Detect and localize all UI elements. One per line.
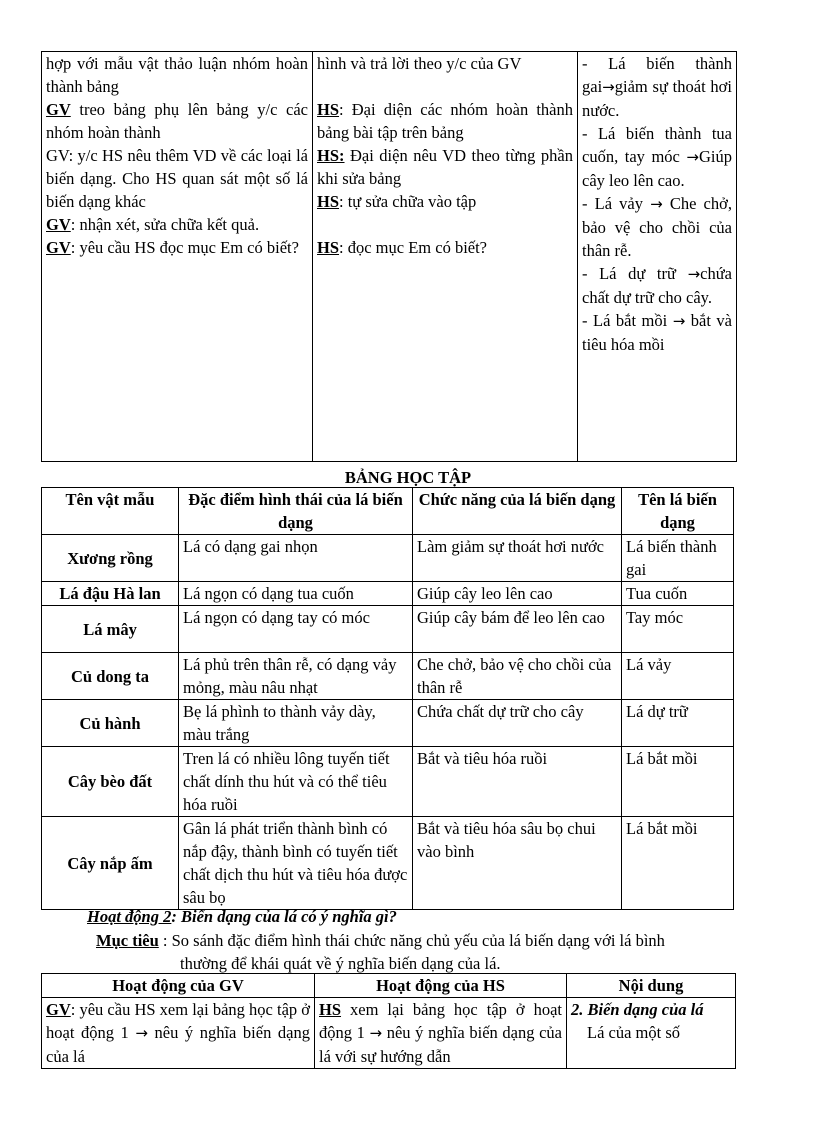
column-header: Đặc điểm hình thái của lá biến dạng (179, 488, 413, 535)
column-header: Hoạt động của GV (42, 974, 315, 998)
table-cell: Gân lá phát triển thành bình có nắp đậy, thành bình có tuyến tiết chất dịch thu hút và tiêu hóa được sâu bọ (179, 817, 413, 910)
arrow-right-icon: → (687, 265, 701, 283)
gv-line: GV: nhận xét, sửa chữa kết quả. (46, 215, 260, 234)
table-cell: Lá bắt mồi (622, 747, 734, 817)
content-cell (567, 998, 736, 1069)
table-row (42, 653, 734, 700)
content-line: - Lá bắt mồi → bắt và tiêu hóa mồi (582, 311, 732, 354)
gv-line: hợp với mẫu vật thảo luận nhóm hoàn thành bảng (46, 54, 308, 96)
table-cell: Chứa chất dự trữ cho cây (413, 700, 622, 747)
specimen-name: Củ hành (42, 700, 179, 747)
table-cell: Lá ngọn có dạng tay có móc (179, 606, 413, 653)
hs-line: hình và trả lời theo y/c của GV (317, 54, 522, 73)
table-header-row (42, 488, 734, 535)
column-header: Nội dung (567, 974, 736, 998)
arrow-right-icon: → (686, 148, 699, 166)
content-line: - Lá biến thành tua cuốn, tay móc →Giúp cây leo lên cao. (582, 124, 732, 190)
hs-line: HS: Đại diện nêu VD theo từng phần khi sửa bảng (317, 146, 573, 188)
gv-line: GV: y/c HS nêu thêm VD về các loại lá biến dạng. Cho HS quan sát một số lá biến dạng khác (46, 146, 308, 211)
column-header: Tên vật mẫu (42, 488, 179, 535)
hs-line: HS: tự sửa chữa vào tập (317, 192, 477, 211)
activity-2-label: Hoạt động 2 (87, 907, 172, 926)
table-row (42, 535, 734, 582)
specimen-name: Lá mây (42, 606, 179, 653)
table-cell: Làm giảm sự thoát hơi nước (413, 535, 622, 582)
table-row (42, 582, 734, 606)
study-table-title: BẢNG HỌC TẬP (344, 468, 472, 487)
table-cell: Che chở, bảo vệ cho chồi của thân rễ (413, 653, 622, 700)
specimen-name: Cây bèo đất (42, 747, 179, 817)
arrow-right-icon: → (135, 1024, 148, 1042)
content-line: - Lá biến thành gai→giảm sự thoát hơi nước. (582, 54, 732, 120)
table-cell: Lá phủ trên thân rễ, có dạng vảy mỏng, màu nâu nhạt (179, 653, 413, 700)
table-cell: Lá có dạng gai nhọn (179, 535, 413, 582)
table-cell: Lá vảy (622, 653, 734, 700)
table-cell: Tua cuốn (622, 582, 734, 606)
table-cell: Giúp cây bám để leo lên cao (413, 606, 622, 653)
hs-activity-cell (313, 52, 578, 462)
table-cell: Tay móc (622, 606, 734, 653)
table-row (42, 700, 734, 747)
table-row (42, 998, 736, 1069)
activity-table-bottom (41, 973, 736, 1069)
gv-line: GV treo bảng phụ lên bảng y/c các nhóm hoàn thành (46, 100, 308, 142)
table-cell: Lá ngọn có dạng tua cuốn (179, 582, 413, 606)
activity-2-heading (87, 905, 397, 928)
column-header: Tên lá biến dạng (622, 488, 734, 535)
table-cell: Bắt và tiêu hóa ruồi (413, 747, 622, 817)
table-header-row (42, 974, 736, 998)
arrow-right-icon: → (650, 195, 663, 213)
table-cell: Giúp cây leo lên cao (413, 582, 622, 606)
hs-line: HS: Đại diện các nhóm hoàn thành bảng bài tập trên bảng (317, 100, 573, 142)
table-cell: Tren lá có nhiều lông tuyến tiết chất dính thu hút và có thể tiêu hóa ruồi (179, 747, 413, 817)
table-cell: Bắt và tiêu hóa sâu bọ chui vào bình (413, 817, 622, 910)
table-cell: Bẹ lá phình to thành vảy dày, màu trắng (179, 700, 413, 747)
content-text: Lá của một số (587, 1023, 681, 1042)
table-cell: Lá dự trữ (622, 700, 734, 747)
specimen-name: Xương rồng (42, 535, 179, 582)
activity-2-title: : Biến dạng của lá có ý nghĩa gì? (171, 907, 397, 926)
goal-label: Mục tiêu (96, 931, 159, 950)
column-header: Chức năng của lá biến dạng (413, 488, 622, 535)
specimen-name: Củ dong ta (42, 653, 179, 700)
table-cell: Lá biến thành gai (622, 535, 734, 582)
goal-text: : So sánh đặc điểm hình thái chức năng chủ yếu của lá biến dạng với lá bình (158, 931, 665, 950)
specimen-name: Cây nắp ấm (42, 817, 179, 910)
content-title: 2. Biến dạng của lá (571, 1000, 704, 1019)
table-row (42, 606, 734, 653)
arrow-right-icon: → (369, 1024, 383, 1042)
table-row (42, 817, 734, 910)
arrow-right-icon: → (602, 78, 615, 96)
study-table (41, 487, 734, 910)
table-cell: Lá bắt mồi (622, 817, 734, 910)
table-row (42, 747, 734, 817)
goal-paragraph (96, 929, 746, 975)
hs-line: HS: đọc mục Em có biết? (317, 238, 488, 257)
content-line: - Lá vảy → Che chở, bảo vệ cho chồi của thân rễ. (582, 194, 732, 260)
arrow-right-icon: → (672, 312, 686, 330)
gv-activity-cell: GV: yêu cầu HS xem lại bảng học tập ở hoạt động 1 → nêu ý nghĩa biến dạng của lá (42, 998, 315, 1069)
goal-text-cont: thường để khái quát về ý nghĩa biến dạng của lá. (180, 954, 501, 973)
content-cell (578, 52, 737, 462)
column-header: Hoạt động của HS (315, 974, 567, 998)
gv-activity-cell (42, 52, 313, 462)
hs-activity-cell: HS xem lại bảng học tập ở hoạt động 1 → nêu ý nghĩa biến dạng của lá với sự hướng dẫn (315, 998, 567, 1069)
activity-table-top (41, 51, 737, 462)
gv-line: GV: yêu cầu HS đọc mục Em có biết? (46, 238, 299, 257)
specimen-name: Lá đậu Hà lan (42, 582, 179, 606)
content-line: - Lá dự trữ →chứa chất dự trữ cho cây. (582, 264, 732, 307)
